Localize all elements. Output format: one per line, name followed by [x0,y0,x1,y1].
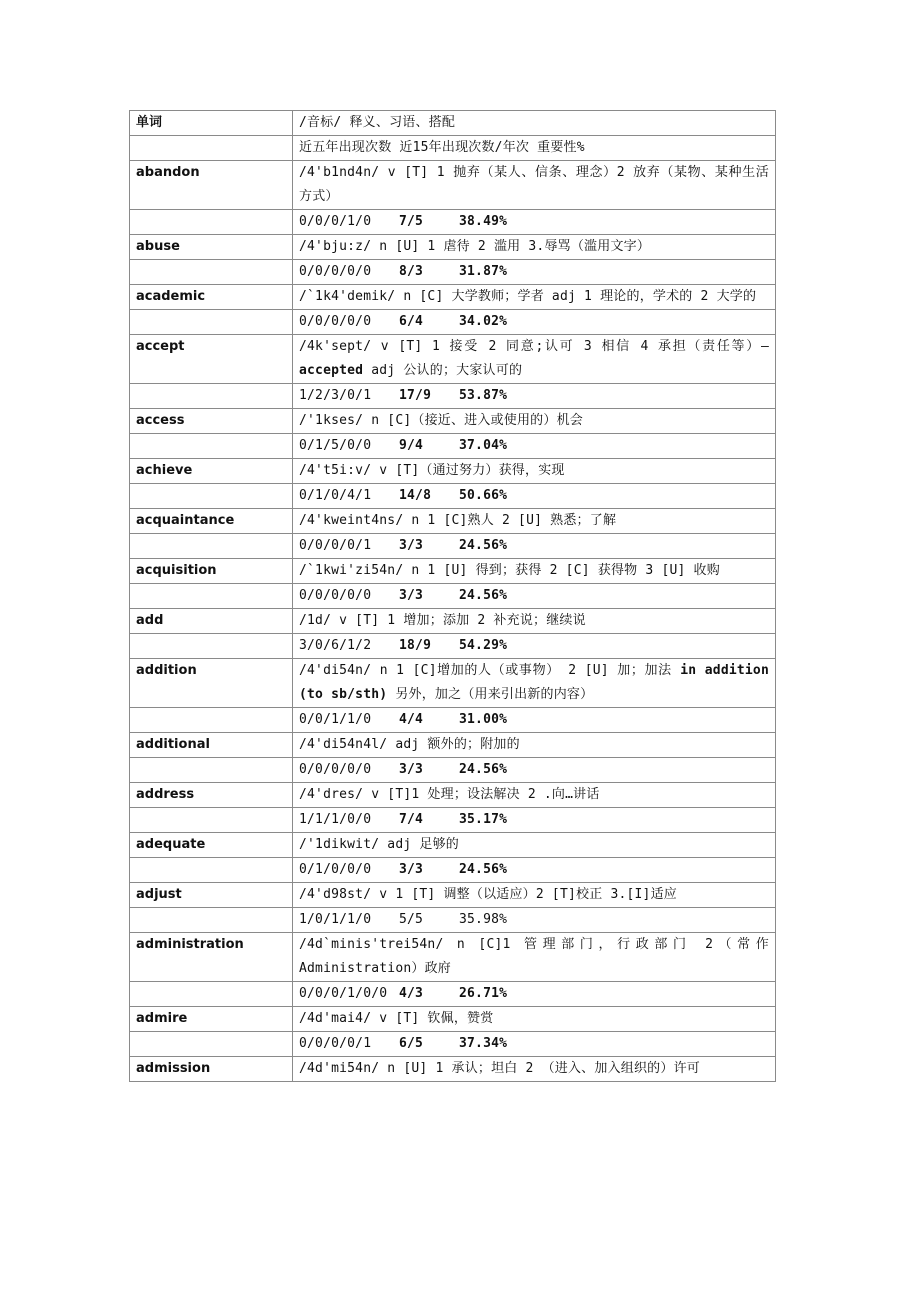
empty-cell [130,484,293,509]
stats-cell [293,708,776,733]
word-cell [130,609,293,634]
table-row-word [130,285,776,310]
importance-percent: 31.00% [459,712,508,727]
empty-cell [130,708,293,733]
word-text: abuse [136,239,180,254]
table-header-row [130,111,776,136]
definition-text: /4k'sept/ v [T] 1 接受 2 同意;认可 3 相信 4 承担（责任等）— [299,339,769,354]
definition-text: /4'di54n/ n 1 [C]增加的人（或事物） 2 [U] 加；加法 [299,663,681,678]
definition-cell [293,509,776,534]
word-cell [130,883,293,908]
occurrence-count: 3/3 [399,862,424,877]
definition-cell [293,933,776,982]
word-cell [130,335,293,384]
importance-percent: 53.87% [459,388,508,403]
word-cell [130,161,293,210]
importance-percent: 24.56% [459,762,508,777]
word-cell [130,1057,293,1082]
stats-cell [293,982,776,1007]
empty-cell [130,858,293,883]
definition-cell [293,659,776,708]
occurrence-code: 0/0/0/1/0/0 [299,986,388,1001]
occurrence-code: 0/0/1/1/0 [299,712,372,727]
occurrence-code: 0/0/0/0/0 [299,314,372,329]
table-row-stats [130,310,776,335]
definition-cell [293,883,776,908]
empty-cell [130,136,293,161]
table-row-stats [130,584,776,609]
definition-text: /`1kwi'zi54n/ n 1 [U] 得到；获得 2 [C] 获得物 3 [U] 收购 [299,563,720,578]
definition-cell [293,833,776,858]
stats-cell [293,808,776,833]
word-cell [130,733,293,758]
occurrence-code: 1/2/3/0/1 [299,388,372,403]
table-row-stats [130,982,776,1007]
vocabulary-table [129,110,776,1082]
word-cell [130,559,293,584]
occurrence-count: 8/3 [399,264,424,279]
occurrence-code: 1/1/1/0/0 [299,812,372,827]
occurrence-code: 3/0/6/1/2 [299,638,372,653]
definition-cell [293,1057,776,1082]
definition-text: /4'd98st/ v 1 [T] 调整（以适应）2 [T]校正 3.[I]适应 [299,887,677,902]
definition-text: /4'bju:z/ n [U] 1 虐待 2 滥用 3.辱骂（滥用文字） [299,239,651,254]
table-row-word [130,235,776,260]
occurrence-code: 0/0/0/0/0 [299,762,372,777]
definition-text: /'1dikwit/ adj 足够的 [299,837,459,852]
occurrence-code: 0/0/0/0/1 [299,538,372,553]
occurrence-count: 7/4 [399,812,424,827]
importance-percent: 50.66% [459,488,508,503]
word-text: additional [136,737,210,752]
definition-cell [293,1007,776,1032]
importance-percent: 26.71% [459,986,508,1001]
table-row-word [130,733,776,758]
word-text: admission [136,1061,211,1076]
table-row-stats [130,434,776,459]
importance-percent: 24.56% [459,862,508,877]
occurrence-count: 17/9 [399,388,432,403]
definition-phrase: in addition (to sb/sth) [299,663,769,702]
occurrence-code: 0/0/0/1/0 [299,214,372,229]
occurrence-code: 0/0/0/0/1 [299,1036,372,1051]
occurrence-count: 14/8 [399,488,432,503]
definition-text: /`1k4'demik/ n [C] 大学教师；学者 adj 1 理论的，学术的 2 大学的 [299,289,757,304]
stats-cell [293,210,776,235]
importance-percent: 54.29% [459,638,508,653]
definition-cell [293,733,776,758]
word-cell [130,933,293,982]
definition-cell [293,783,776,808]
occurrence-count: 4/3 [399,986,424,1001]
word-text: adjust [136,887,182,902]
importance-percent: 34.02% [459,314,508,329]
definition-text: 另外，加之（用来引出新的内容） [387,687,594,702]
table-row-word [130,161,776,210]
occurrence-count: 9/4 [399,438,424,453]
header-word-cell [130,111,293,136]
word-text: acquisition [136,563,217,578]
table-row-word [130,883,776,908]
table-row-word [130,659,776,708]
word-text: address [136,787,195,802]
stats-cell [293,260,776,285]
table-row-stats [130,384,776,409]
importance-percent: 37.34% [459,1036,508,1051]
header-word-label: 单词 [136,115,163,130]
definition-text: adj 公认的；大家认可的 [363,363,523,378]
stats-cell [293,534,776,559]
occurrence-count: 5/5 [399,912,424,927]
definition-cell [293,559,776,584]
occurrence-count: 6/4 [399,314,424,329]
word-cell [130,833,293,858]
occurrence-count: 4/4 [399,712,424,727]
table-row-stats [130,908,776,933]
stats-cell [293,1032,776,1057]
table-row-stats [130,858,776,883]
empty-cell [130,1032,293,1057]
occurrence-count: 3/3 [399,588,424,603]
word-text: abandon [136,165,200,180]
definition-cell [293,409,776,434]
word-cell [130,285,293,310]
word-text: acquaintance [136,513,235,528]
definition-cell [293,335,776,384]
table-row-word [130,335,776,384]
table-row-word [130,833,776,858]
empty-cell [130,260,293,285]
word-text: academic [136,289,206,304]
empty-cell [130,634,293,659]
occurrence-count: 18/9 [399,638,432,653]
header-def-cell [293,111,776,136]
occurrence-count: 3/3 [399,538,424,553]
table-row-word [130,509,776,534]
word-cell [130,459,293,484]
importance-percent: 35.17% [459,812,508,827]
table-row-word [130,409,776,434]
definition-text: /4'kweint4ns/ n 1 [C]熟人 2 [U] 熟悉；了解 [299,513,617,528]
table-row-word [130,609,776,634]
stats-cell [293,484,776,509]
occurrence-code: 0/0/0/0/0 [299,588,372,603]
table-row-word [130,459,776,484]
definition-text: /'1kses/ n [C]（接近、进入或使用的）机会 [299,413,583,428]
definition-text: /4'di54n4l/ adj 额外的；附加的 [299,737,520,752]
table-row-word [130,933,776,982]
empty-cell [130,210,293,235]
definition-text: /4'dres/ v [T]1 处理；设法解决 2 .向…讲话 [299,787,600,802]
importance-percent: 31.87% [459,264,508,279]
word-cell [130,409,293,434]
word-text: access [136,413,185,428]
empty-cell [130,434,293,459]
definition-cell [293,609,776,634]
word-text: add [136,613,164,628]
definition-text: /1d/ v [T] 1 增加；添加 2 补充说；继续说 [299,613,586,628]
stats-cell [293,434,776,459]
table-row-stats [130,708,776,733]
header-stats-cell [293,136,776,161]
stats-cell [293,584,776,609]
table-row-stats [130,758,776,783]
occurrence-count: 3/3 [399,762,424,777]
header-def-label: /音标/ 释义、习语、搭配 [299,115,456,130]
definition-text: /4d'mi54n/ n [U] 1 承认；坦白 2 （进入、加入组织的）许可 [299,1061,700,1076]
definition-cell [293,285,776,310]
word-cell [130,235,293,260]
occurrence-code: 0/0/0/0/0 [299,264,372,279]
word-text: adequate [136,837,206,852]
importance-percent: 24.56% [459,538,508,553]
word-cell [130,1007,293,1032]
table-row-word [130,783,776,808]
empty-cell [130,584,293,609]
definition-text: /4't5i:v/ v [T]（通过努力）获得，实现 [299,463,565,478]
header-stats-label: 近五年出现次数 近15年出现次数/年次 重要性% [299,140,585,155]
stats-cell [293,634,776,659]
table-row-stats [130,210,776,235]
definition-cell [293,459,776,484]
empty-cell [130,384,293,409]
word-text: addition [136,663,197,678]
table-row-word [130,1057,776,1082]
table-row-stats [130,634,776,659]
table-row-stats [130,534,776,559]
stats-cell [293,908,776,933]
table-row-word [130,559,776,584]
word-text: admire [136,1011,188,1026]
stats-cell [293,758,776,783]
importance-percent: 37.04% [459,438,508,453]
table-row-stats [130,808,776,833]
occurrence-count: 7/5 [399,214,424,229]
table-header-stats-row [130,136,776,161]
word-cell [130,659,293,708]
word-cell [130,783,293,808]
definition-text: /4d`minis'trei54n/ n [C]1 管理部门，行政部门 2（常作 Administration）政府 [299,937,769,976]
table-row-word [130,1007,776,1032]
empty-cell [130,982,293,1007]
empty-cell [130,534,293,559]
stats-cell [293,310,776,335]
occurrence-code: 1/0/1/1/0 [299,912,372,927]
table-row-stats [130,484,776,509]
definition-cell [293,161,776,210]
occurrence-code: 0/1/5/0/0 [299,438,372,453]
word-text: achieve [136,463,193,478]
empty-cell [130,808,293,833]
word-text: administration [136,937,244,952]
importance-percent: 24.56% [459,588,508,603]
occurrence-count: 6/5 [399,1036,424,1051]
importance-percent: 38.49% [459,214,508,229]
empty-cell [130,908,293,933]
table-row-stats [130,260,776,285]
word-cell [130,509,293,534]
importance-percent: 35.98% [459,912,508,927]
stats-cell [293,858,776,883]
definition-text: /4d'mai4/ v [T] 钦佩，赞赏 [299,1011,494,1026]
definition-cell [293,235,776,260]
empty-cell [130,758,293,783]
occurrence-code: 0/1/0/0/0 [299,862,372,877]
word-text: accept [136,339,185,354]
occurrence-code: 0/1/0/4/1 [299,488,372,503]
stats-cell [293,384,776,409]
definition-phrase: accepted [299,363,364,378]
empty-cell [130,310,293,335]
table-row-stats [130,1032,776,1057]
definition-text: /4'b1nd4n/ v [T] 1 抛弃（某人、信条、理念）2 放弃（某物、某种生活方式） [299,165,769,204]
